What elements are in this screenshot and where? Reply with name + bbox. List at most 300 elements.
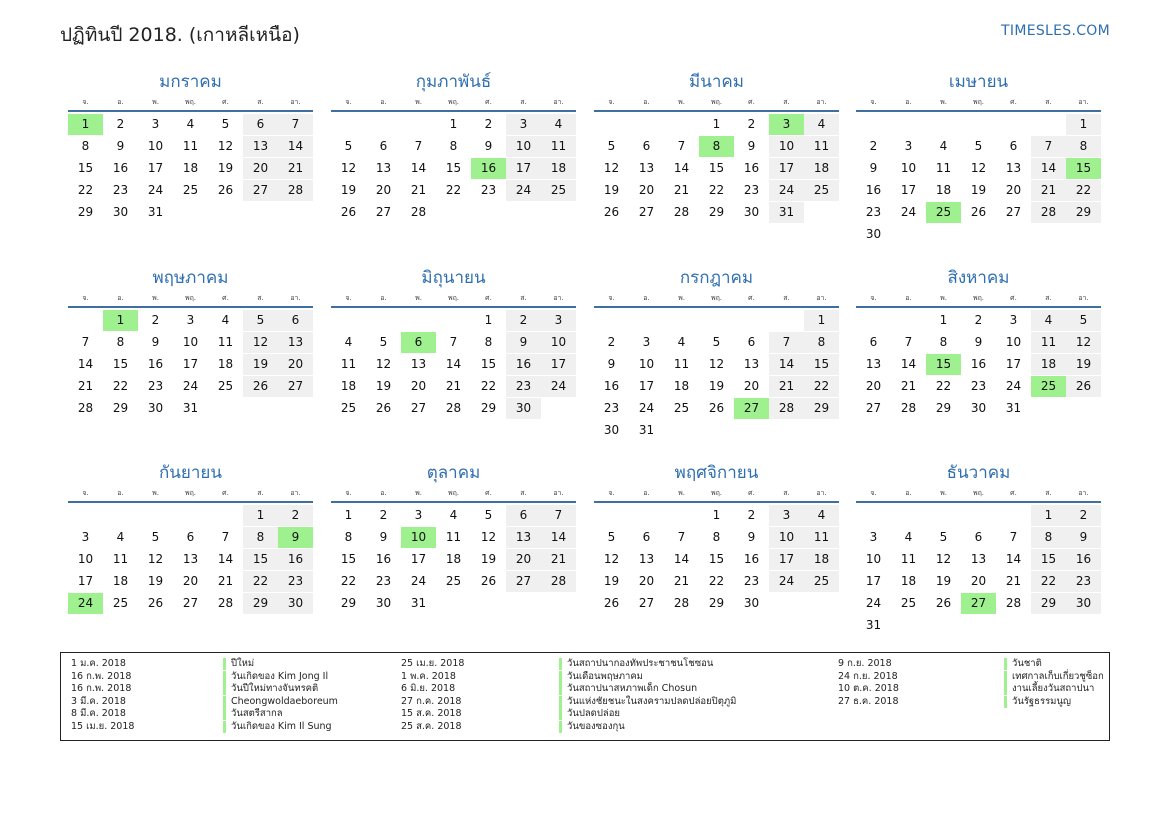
day-cell: 18 — [1031, 354, 1066, 375]
weekday-header: อ. — [643, 489, 650, 497]
day-cell: 6 — [186, 530, 195, 544]
holiday-day-cell: 25 — [926, 202, 961, 223]
weekday-header: จ. — [870, 98, 877, 106]
day-cell: 16 — [112, 161, 129, 175]
holiday-name: วันปลดปล่อย — [559, 708, 620, 720]
month-name: พฤษภาคม — [152, 268, 229, 288]
day-cell: 13 — [865, 357, 882, 371]
day-cell: 1 — [1066, 114, 1101, 135]
day-cell: 9 — [1066, 527, 1101, 548]
day-cell: 24 — [541, 376, 576, 397]
day-cell: 25 — [673, 401, 690, 415]
day-cell: 17 — [410, 552, 427, 566]
day-cell: 30 — [865, 227, 882, 241]
day-cell: 11 — [804, 527, 839, 548]
day-cell: 10 — [769, 527, 804, 548]
month-calendar — [331, 463, 576, 643]
day-cell: 18 — [935, 183, 952, 197]
day-cell: 21 — [673, 574, 690, 588]
day-cell: 4 — [677, 335, 686, 349]
day-cell: 7 — [1009, 530, 1018, 544]
day-cell: 2 — [974, 313, 983, 327]
weekday-header: ศ. — [1010, 489, 1017, 497]
day-cell: 31 — [147, 205, 164, 219]
day-cell: 5 — [484, 508, 493, 522]
holiday-day-cell: 3 — [769, 114, 804, 135]
holiday-day-cell: 15 — [926, 354, 961, 375]
day-cell: 12 — [217, 139, 234, 153]
day-cell: 30 — [970, 401, 987, 415]
day-cell: 10 — [147, 139, 164, 153]
day-cell: 12 — [147, 552, 164, 566]
holiday-day-cell: 27 — [961, 593, 996, 614]
day-cell: 3 — [1009, 313, 1018, 327]
day-cell: 10 — [900, 161, 917, 175]
day-cell: 22 — [708, 183, 725, 197]
day-cell: 5 — [379, 335, 388, 349]
page-title: ปฏิทินปี 2018. (เกาหลีเหนือ) — [60, 24, 300, 46]
day-cell: 7 — [541, 505, 576, 526]
day-cell: 8 — [81, 139, 90, 153]
day-cell: 11 — [112, 552, 129, 566]
day-cell: 11 — [340, 357, 357, 371]
weekday-header: อา. — [553, 294, 564, 302]
day-cell: 25 — [804, 571, 839, 592]
day-cell: 19 — [970, 183, 987, 197]
day-cell: 8 — [804, 332, 839, 353]
day-cell: 21 — [77, 379, 94, 393]
day-cell: 15 — [340, 552, 357, 566]
weekday-header: อา. — [290, 98, 301, 106]
day-cell: 3 — [506, 114, 541, 135]
day-cell: 17 — [865, 574, 882, 588]
day-cell: 8 — [484, 335, 493, 349]
header-divider — [68, 110, 313, 112]
holiday-name: วันชาติ — [1004, 658, 1042, 670]
day-cell: 11 — [182, 139, 199, 153]
day-cell: 30 — [278, 593, 313, 614]
holiday-day-cell: 1 — [103, 310, 138, 331]
holiday-date: 15 เม.ย. 2018 — [71, 721, 135, 732]
day-cell: 19 — [603, 574, 620, 588]
day-cell: 28 — [673, 596, 690, 610]
day-cell: 29 — [243, 593, 278, 614]
day-cell: 26 — [603, 596, 620, 610]
weekday-header: พ. — [940, 294, 947, 302]
day-cell: 23 — [970, 379, 987, 393]
day-cell: 6 — [747, 335, 756, 349]
day-cell: 22 — [1066, 180, 1101, 201]
day-cell: 4 — [939, 139, 948, 153]
weekday-header: พฤ. — [184, 294, 197, 302]
header-divider — [594, 110, 839, 112]
day-cell: 22 — [1031, 571, 1066, 592]
weekday-header: ส. — [520, 98, 527, 106]
weekday-header: อ. — [380, 98, 387, 106]
holiday-date: 10 ต.ค. 2018 — [838, 683, 899, 695]
day-cell: 20 — [182, 574, 199, 588]
day-cell: 26 — [603, 205, 620, 219]
day-cell: 18 — [340, 379, 357, 393]
day-cell: 31 — [182, 401, 199, 415]
day-cell: 9 — [747, 530, 756, 544]
day-cell: 28 — [77, 401, 94, 415]
day-cell: 1 — [449, 117, 458, 131]
day-cell: 24 — [769, 180, 804, 201]
day-cell: 22 — [480, 379, 497, 393]
weekday-header: ศ. — [485, 489, 492, 497]
day-cell: 25 — [541, 180, 576, 201]
day-cell: 16 — [506, 354, 541, 375]
day-cell: 4 — [1031, 310, 1066, 331]
day-cell: 31 — [865, 618, 882, 632]
day-cell: 12 — [603, 552, 620, 566]
day-cell: 17 — [769, 549, 804, 570]
day-cell: 15 — [243, 549, 278, 570]
day-cell: 8 — [1066, 136, 1101, 157]
holiday-date: 1 ม.ค. 2018 — [71, 658, 126, 669]
day-cell: 13 — [1005, 161, 1022, 175]
holiday-day-cell: 16 — [471, 158, 506, 179]
day-cell: 26 — [970, 205, 987, 219]
holiday-day-cell: 1 — [68, 114, 103, 135]
day-cell: 12 — [1066, 332, 1101, 353]
day-cell: 15 — [708, 161, 725, 175]
weekday-header: จ. — [608, 294, 615, 302]
weekday-header: พ. — [678, 294, 685, 302]
day-cell: 14 — [217, 552, 234, 566]
day-cell: 15 — [77, 161, 94, 175]
day-cell: 16 — [743, 161, 760, 175]
holiday-date: 1 พ.ค. 2018 — [401, 670, 456, 682]
day-cell: 23 — [480, 183, 497, 197]
holiday-date: 9 ก.ย. 2018 — [838, 658, 892, 669]
day-cell: 2 — [116, 117, 125, 131]
day-cell: 3 — [151, 117, 160, 131]
weekday-header: พ. — [940, 98, 947, 106]
day-cell: 24 — [638, 401, 655, 415]
day-cell: 2 — [607, 335, 616, 349]
weekday-header: ส. — [783, 98, 790, 106]
day-cell: 11 — [804, 136, 839, 157]
day-cell: 17 — [182, 357, 199, 371]
holiday-date: 16 ก.พ. 2018 — [71, 683, 132, 695]
day-cell: 24 — [147, 183, 164, 197]
weekday-header: ศ. — [748, 98, 755, 106]
weekday-header: พ. — [152, 294, 159, 302]
month-calendar — [68, 72, 313, 252]
day-cell: 20 — [506, 549, 541, 570]
day-cell: 16 — [970, 357, 987, 371]
holiday-name: วันสถาปนาสหภาพเด็ก Chosun — [559, 683, 697, 695]
weekday-header: ศ. — [1010, 98, 1017, 106]
day-cell: 25 — [217, 379, 234, 393]
day-cell: 24 — [410, 574, 427, 588]
day-cell: 9 — [151, 335, 160, 349]
day-cell: 13 — [970, 552, 987, 566]
day-cell: 1 — [344, 508, 353, 522]
day-cell: 30 — [147, 401, 164, 415]
day-cell: 14 — [541, 527, 576, 548]
day-cell: 4 — [344, 335, 353, 349]
day-cell: 16 — [1066, 549, 1101, 570]
day-cell: 21 — [445, 379, 462, 393]
day-cell: 17 — [638, 379, 655, 393]
day-cell: 5 — [243, 310, 278, 331]
weekday-header: พ. — [415, 294, 422, 302]
day-cell: 17 — [900, 183, 917, 197]
weekday-header: ส. — [257, 489, 264, 497]
day-cell: 21 — [769, 376, 804, 397]
day-cell: 24 — [865, 596, 882, 610]
weekday-header: ศ. — [748, 489, 755, 497]
day-cell: 14 — [278, 136, 313, 157]
day-cell: 25 — [340, 401, 357, 415]
day-cell: 6 — [642, 530, 651, 544]
day-cell: 15 — [445, 161, 462, 175]
day-cell: 27 — [410, 401, 427, 415]
day-cell: 14 — [1005, 552, 1022, 566]
day-cell: 22 — [77, 183, 94, 197]
day-cell: 6 — [869, 335, 878, 349]
day-cell: 6 — [974, 530, 983, 544]
weekday-header: อา. — [553, 98, 564, 106]
day-cell: 19 — [340, 183, 357, 197]
day-cell: 18 — [804, 158, 839, 179]
day-cell: 13 — [638, 552, 655, 566]
day-cell: 13 — [243, 136, 278, 157]
weekday-header: อ. — [643, 98, 650, 106]
day-cell: 23 — [112, 183, 129, 197]
day-cell: 22 — [708, 574, 725, 588]
weekday-header: พ. — [678, 489, 685, 497]
day-cell: 18 — [182, 161, 199, 175]
day-cell: 7 — [221, 530, 230, 544]
weekday-header: จ. — [345, 98, 352, 106]
day-cell: 13 — [638, 161, 655, 175]
weekday-header: อา. — [816, 294, 827, 302]
weekday-header: ศ. — [222, 98, 229, 106]
day-cell: 23 — [743, 183, 760, 197]
header-divider — [594, 501, 839, 503]
holiday-date: 24 ก.ย. 2018 — [838, 670, 898, 682]
day-cell: 5 — [1066, 310, 1101, 331]
weekday-header: ส. — [257, 294, 264, 302]
day-cell: 18 — [445, 552, 462, 566]
weekday-header: อา. — [1078, 489, 1089, 497]
day-cell: 7 — [449, 335, 458, 349]
day-cell: 14 — [77, 357, 94, 371]
month-name: กันยายน — [158, 463, 222, 483]
month-name: มกราคม — [159, 72, 222, 92]
day-cell: 21 — [410, 183, 427, 197]
day-cell: 6 — [243, 114, 278, 135]
day-cell: 23 — [506, 376, 541, 397]
day-cell: 27 — [182, 596, 199, 610]
weekday-header: อ. — [117, 98, 124, 106]
weekday-header: อ. — [117, 489, 124, 497]
day-cell: 22 — [804, 376, 839, 397]
weekday-header: จ. — [82, 98, 89, 106]
month-name: มิถุนายน — [421, 268, 486, 288]
holiday-day-cell: 27 — [734, 398, 769, 419]
day-cell: 28 — [278, 180, 313, 201]
weekday-header: พ. — [415, 98, 422, 106]
weekday-header: ส. — [520, 489, 527, 497]
day-cell: 25 — [900, 596, 917, 610]
month-calendar — [68, 268, 313, 448]
weekday-header: อ. — [117, 294, 124, 302]
day-cell: 14 — [410, 161, 427, 175]
month-name: กุมภาพันธ์ — [415, 72, 492, 92]
month-name: สิงหาคม — [947, 268, 1010, 288]
day-cell: 11 — [1031, 332, 1066, 353]
holiday-name: วันสตรีสากล — [223, 708, 283, 720]
weekday-header: อา. — [290, 489, 301, 497]
day-cell: 10 — [769, 136, 804, 157]
day-cell: 3 — [541, 310, 576, 331]
day-cell: 12 — [480, 530, 497, 544]
day-cell: 15 — [480, 357, 497, 371]
weekday-header: พ. — [678, 98, 685, 106]
day-cell: 1 — [1031, 505, 1066, 526]
day-cell: 24 — [506, 180, 541, 201]
day-cell: 9 — [506, 332, 541, 353]
day-cell: 2 — [278, 505, 313, 526]
holiday-date: 27 ก.ค. 2018 — [401, 695, 462, 707]
day-cell: 1 — [939, 313, 948, 327]
month-name: ตุลาคม — [426, 463, 481, 483]
month-calendar — [594, 72, 839, 252]
header-divider — [594, 306, 839, 308]
day-cell: 3 — [81, 530, 90, 544]
day-cell: 24 — [1005, 379, 1022, 393]
day-cell: 6 — [278, 310, 313, 331]
day-cell: 14 — [1031, 158, 1066, 179]
weekday-header: พ. — [415, 489, 422, 497]
day-cell: 12 — [375, 357, 392, 371]
site-link[interactable]: TIMESLES.COM — [1001, 23, 1110, 39]
day-cell: 9 — [379, 530, 388, 544]
day-cell: 20 — [970, 574, 987, 588]
day-cell: 29 — [77, 205, 94, 219]
day-cell: 14 — [445, 357, 462, 371]
day-cell: 7 — [1031, 136, 1066, 157]
day-cell: 27 — [638, 596, 655, 610]
weekday-header: ส. — [783, 294, 790, 302]
day-cell: 25 — [112, 596, 129, 610]
weekday-header: อา. — [1078, 98, 1089, 106]
day-cell: 30 — [112, 205, 129, 219]
month-calendar — [594, 268, 839, 448]
holiday-day-cell: 10 — [401, 527, 436, 548]
holiday-name: วันแห่งชัยชนะในสงครามปลดปล่อยปิตุภูมิ — [559, 696, 736, 708]
day-cell: 10 — [1005, 335, 1022, 349]
day-cell: 19 — [480, 552, 497, 566]
day-cell: 20 — [410, 379, 427, 393]
day-cell: 7 — [677, 139, 686, 153]
holiday-name: เทศกาลเก็บเกี่ยวชูซ็อก — [1004, 671, 1104, 683]
day-cell: 8 — [344, 530, 353, 544]
day-cell: 3 — [869, 530, 878, 544]
day-cell: 29 — [935, 401, 952, 415]
month-name: มีนาคม — [689, 72, 744, 92]
day-cell: 7 — [769, 332, 804, 353]
month-calendar — [856, 463, 1101, 643]
day-cell: 5 — [974, 139, 983, 153]
weekday-header: พฤ. — [972, 489, 985, 497]
day-cell: 10 — [77, 552, 94, 566]
day-cell: 14 — [673, 161, 690, 175]
month-name: พฤศจิกายน — [674, 463, 759, 483]
header-divider — [331, 501, 576, 503]
holiday-day-cell: 8 — [699, 136, 734, 157]
day-cell: 20 — [865, 379, 882, 393]
holiday-date: 16 ก.พ. 2018 — [71, 670, 132, 682]
holiday-name: วันปีใหม่ทางจันทรคติ — [223, 683, 318, 695]
day-cell: 5 — [607, 139, 616, 153]
weekday-header: พฤ. — [184, 489, 197, 497]
weekday-header: ศ. — [222, 489, 229, 497]
day-cell: 2 — [379, 508, 388, 522]
day-cell: 2 — [1066, 505, 1101, 526]
day-cell: 11 — [900, 552, 917, 566]
weekday-header: อ. — [380, 294, 387, 302]
day-cell: 12 — [603, 161, 620, 175]
day-cell: 20 — [375, 183, 392, 197]
day-cell: 26 — [708, 401, 725, 415]
day-cell: 27 — [506, 571, 541, 592]
day-cell: 28 — [410, 205, 427, 219]
day-cell: 12 — [970, 161, 987, 175]
day-cell: 21 — [900, 379, 917, 393]
weekday-header: ส. — [1045, 489, 1052, 497]
holiday-date: 6 มิ.ย. 2018 — [401, 683, 456, 695]
weekday-header: อ. — [905, 489, 912, 497]
day-cell: 8 — [939, 335, 948, 349]
weekday-header: พ. — [940, 489, 947, 497]
day-cell: 24 — [769, 571, 804, 592]
month-calendar — [331, 72, 576, 252]
day-cell: 22 — [340, 574, 357, 588]
day-cell: 18 — [673, 379, 690, 393]
day-cell: 16 — [743, 552, 760, 566]
month-calendar — [856, 268, 1101, 448]
weekday-header: อา. — [290, 294, 301, 302]
header-divider — [68, 501, 313, 503]
day-cell: 1 — [804, 310, 839, 331]
day-cell: 29 — [1031, 593, 1066, 614]
holiday-name: วันรัฐธรรมนูญ — [1004, 696, 1071, 708]
day-cell: 3 — [904, 139, 913, 153]
day-cell: 20 — [638, 183, 655, 197]
holiday-name: วันเดือนพฤษภาคม — [559, 671, 643, 683]
day-cell: 15 — [1031, 549, 1066, 570]
holiday-day-cell: 25 — [1031, 376, 1066, 397]
day-cell: 10 — [506, 136, 541, 157]
weekday-header: ส. — [520, 294, 527, 302]
day-cell: 17 — [147, 161, 164, 175]
header-divider — [856, 306, 1101, 308]
weekday-header: จ. — [82, 489, 89, 497]
day-cell: 23 — [278, 571, 313, 592]
day-cell: 28 — [541, 571, 576, 592]
header-divider — [331, 110, 576, 112]
day-cell: 13 — [278, 332, 313, 353]
day-cell: 28 — [769, 398, 804, 419]
day-cell: 29 — [804, 398, 839, 419]
day-cell: 13 — [410, 357, 427, 371]
